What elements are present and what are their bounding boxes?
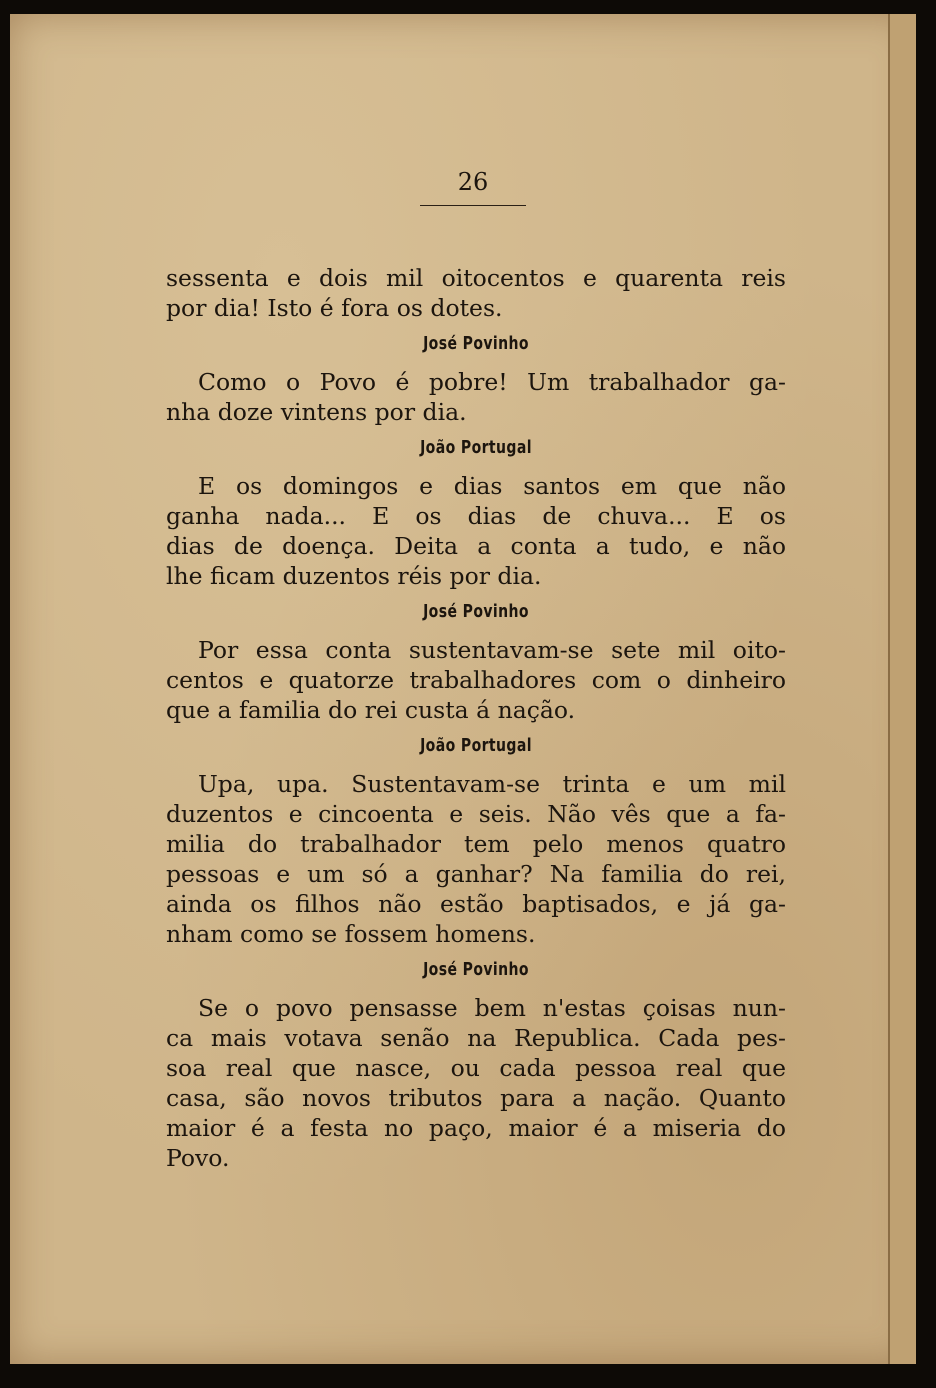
text-line: nha doze vintens por dia.	[166, 398, 467, 426]
text-line: soa real que nasce, ou cada pessoa real que	[166, 1054, 786, 1082]
body-text	[166, 263, 786, 1173]
text-line: Se o povo pensasse bem n'estas çoisas nun-	[198, 994, 786, 1022]
text-line: casa, são novos tributos para a nação. Quanto	[166, 1084, 786, 1112]
text-line: ganha nada... E os dias de chuva... E os	[166, 502, 786, 530]
text-line: ca mais votava senão na Republica. Cada pes-	[166, 1024, 786, 1052]
text-line: ainda os filhos não estão baptisados, e já ga-	[166, 890, 786, 918]
text-line: duzentos e cincoenta e seis. Não vês que a fa-	[166, 800, 786, 828]
text-line: E os domingos e dias santos em que não	[198, 472, 786, 500]
text-line: por dia! Isto é fora os dotes.	[166, 294, 503, 322]
page-number: 26	[457, 168, 489, 196]
text-line: lhe ficam duzentos réis por dia.	[166, 562, 542, 590]
speaker-heading: José Povinho	[423, 601, 529, 622]
text-line: que a familia do rei custa á nação.	[166, 696, 576, 724]
speaker-heading: João Portugal	[420, 437, 532, 458]
text-line: dias de doença. Deita a conta a tudo, e não	[166, 532, 786, 560]
page-number-rule	[420, 205, 526, 206]
speaker-heading: José Povinho	[423, 333, 529, 354]
text-line: maior é a festa no paço, maior é a miseria do	[166, 1114, 786, 1142]
text-line: milia do trabalhador tem pelo menos quatro	[166, 830, 786, 858]
speaker-heading: José Povinho	[423, 959, 529, 980]
text-line: Por essa conta sustentavam-se sete mil oito-	[198, 636, 786, 664]
text-line: centos e quatorze trabalhadores com o dinheiro	[166, 666, 786, 694]
speaker-heading: João Portugal	[420, 735, 532, 756]
text-line: nham como se fossem homens.	[166, 920, 536, 948]
page-edge	[890, 14, 916, 1364]
text-line: pessoas e um só a ganhar? Na familia do rei,	[166, 860, 786, 888]
text-line: Upa, upa. Sustentavam-se trinta e um mil	[198, 770, 786, 798]
text-line: sessenta e dois mil oitocentos e quarenta reis	[166, 264, 786, 292]
text-line: Povo.	[166, 1144, 230, 1172]
text-line: Como o Povo é pobre! Um trabalhador ga-	[198, 368, 786, 396]
